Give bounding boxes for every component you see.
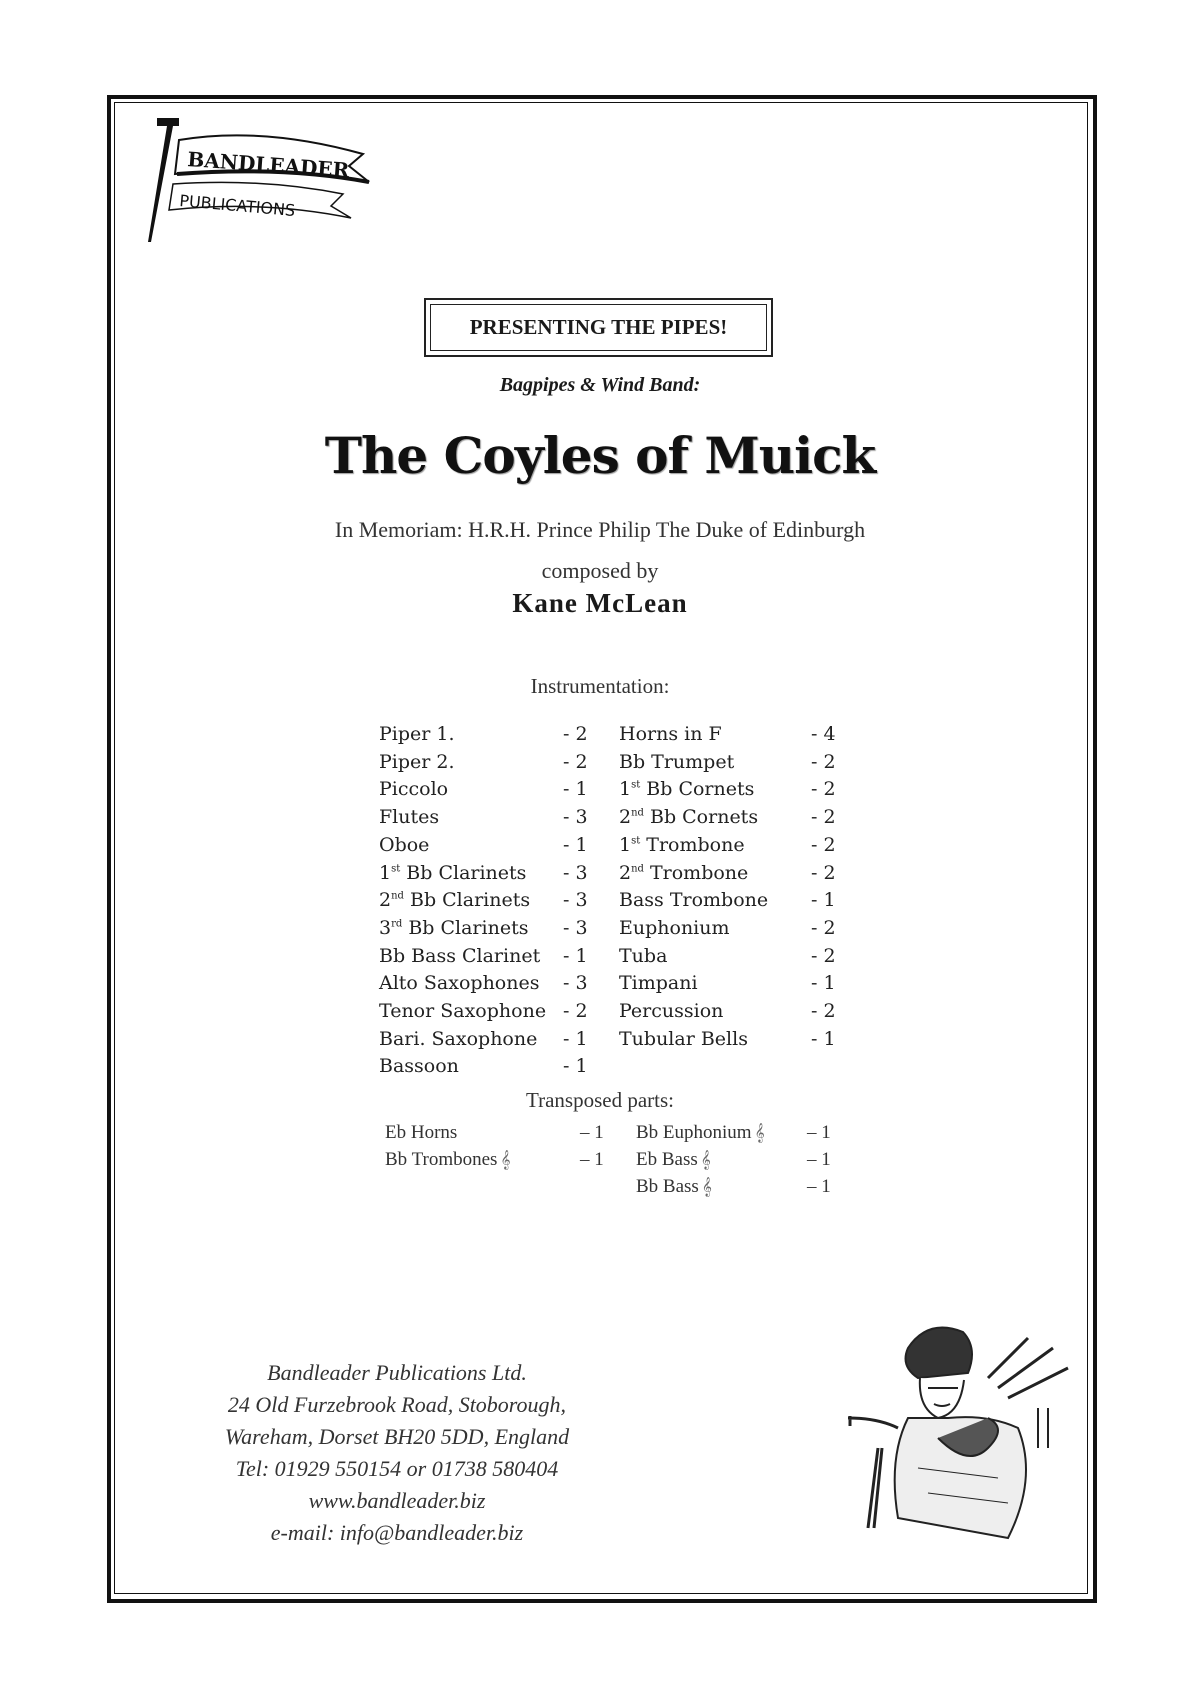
ordinal-suffix: st bbox=[631, 835, 641, 847]
instrument-name-text: Piper 1. bbox=[379, 723, 455, 745]
ordinal-suffix: nd bbox=[391, 890, 404, 902]
instrument-name-text: Bari. Saxophone bbox=[379, 1027, 538, 1050]
treble-clef-icon: 𝄞 bbox=[701, 1177, 712, 1197]
series-box bbox=[424, 298, 773, 357]
instrument-name bbox=[619, 751, 734, 773]
instrument-name-rest: Bb Cornets bbox=[640, 778, 755, 801]
instrument-name-text: Piper 2. bbox=[379, 750, 455, 773]
composer: Kane McLean bbox=[512, 588, 688, 618]
instrument-name-text: Tubular Bells bbox=[619, 1027, 748, 1050]
ordinal-suffix: st bbox=[391, 863, 401, 875]
instrument-name bbox=[379, 778, 448, 800]
ordinal-suffix: nd bbox=[631, 863, 644, 875]
piper-illustration bbox=[838, 1318, 1078, 1550]
instrument-count: - 1 bbox=[811, 1027, 836, 1050]
transposed-part-text: Bb Euphonium bbox=[636, 1122, 752, 1143]
instrument-name bbox=[619, 834, 745, 856]
instrument-name bbox=[379, 1055, 459, 1077]
instrument-name bbox=[379, 1028, 537, 1050]
instrument-name-text: Piccolo bbox=[379, 778, 449, 801]
address-line: Bandleader Publications Ltd. bbox=[267, 1360, 527, 1385]
transposed-part-text: Eb Bass bbox=[636, 1149, 698, 1170]
instrument-name-text: Tuba bbox=[619, 944, 668, 967]
composed-by: composed by bbox=[541, 558, 659, 583]
instrument-count: - 3 bbox=[563, 916, 588, 939]
transposed-part-text: Bb Bass bbox=[636, 1176, 699, 1197]
instrument-name-text: 1 bbox=[619, 778, 632, 801]
instrument-name bbox=[379, 917, 528, 939]
ordinal-suffix: nd bbox=[631, 807, 644, 819]
instrument-count: - 1 bbox=[811, 889, 836, 912]
address-line: Wareham, Dorset BH20 5DD, England bbox=[224, 1424, 570, 1449]
transposed-part-count: – 1 bbox=[807, 1149, 831, 1170]
transposed-part-name bbox=[636, 1149, 711, 1171]
svg-text:PUBLICATIONS: PUBLICATIONS bbox=[178, 191, 296, 221]
instrument-name-text: 1 bbox=[619, 833, 632, 856]
instrument-count: - 1 bbox=[563, 778, 588, 801]
instrument-count: - 2 bbox=[563, 723, 588, 745]
transposed-part-name bbox=[385, 1122, 457, 1144]
instrument-count: - 3 bbox=[563, 889, 588, 912]
transposed-part-text: Eb Horns bbox=[385, 1122, 458, 1143]
bandleader-publications-logo bbox=[143, 114, 413, 246]
transposed-part-name bbox=[636, 1122, 765, 1144]
address-line: www.bandleader.biz bbox=[308, 1488, 486, 1513]
instrument-name bbox=[619, 1028, 748, 1050]
instrument-name-rest: Trombone bbox=[640, 833, 745, 856]
instrument-name bbox=[379, 972, 539, 994]
ordinal-suffix: rd bbox=[391, 918, 403, 930]
instrument-name bbox=[619, 723, 722, 745]
treble-clef-icon: 𝄞 bbox=[700, 1150, 711, 1170]
instrument-name-rest: Bb Clarinets bbox=[402, 916, 529, 939]
instrument-count: - 2 bbox=[563, 750, 588, 773]
instrument-name-text: Oboe bbox=[379, 833, 430, 856]
instrument-count: - 2 bbox=[811, 916, 836, 939]
instrument-name bbox=[619, 972, 698, 994]
series-label: PRESENTING THE PIPES! bbox=[430, 304, 767, 351]
instrument-name-text: 2 bbox=[379, 889, 392, 912]
instrument-count: - 1 bbox=[563, 833, 588, 856]
instrument-name bbox=[379, 945, 540, 967]
instrument-name bbox=[379, 751, 455, 773]
instrument-name bbox=[379, 806, 439, 828]
instrument-name-text: Bb Trumpet bbox=[619, 750, 735, 773]
instrument-count: - 1 bbox=[811, 972, 836, 995]
svg-text:BANDLEADER: BANDLEADER bbox=[186, 147, 351, 183]
instrument-name bbox=[379, 723, 455, 745]
dedication: In Memoriam: H.R.H. Prince Philip The Duke of Edinburgh bbox=[334, 517, 866, 542]
instrument-name-text: Timpani bbox=[619, 972, 698, 995]
instrument-count: - 1 bbox=[563, 1055, 588, 1078]
instrument-name-text: Bb Bass Clarinet bbox=[379, 944, 541, 967]
instrument-name bbox=[379, 889, 530, 911]
instrument-count: - 2 bbox=[811, 1000, 836, 1022]
instrument-count: - 2 bbox=[811, 778, 836, 801]
treble-clef-icon: 𝄞 bbox=[500, 1150, 511, 1170]
instrument-name-text: Bass Trombone bbox=[619, 889, 769, 912]
instrument-name-text: 2 bbox=[619, 861, 632, 884]
instrument-name-text: 2 bbox=[619, 806, 632, 829]
transposed-part-count: – 1 bbox=[807, 1176, 831, 1197]
instrumentation-heading: Instrumentation: bbox=[530, 674, 670, 698]
instrument-count: - 2 bbox=[811, 833, 836, 856]
instrument-name-text: Bassoon bbox=[379, 1055, 459, 1078]
instrument-count: - 1 bbox=[563, 1027, 588, 1050]
transposed-part-name bbox=[636, 1176, 712, 1198]
piece-title: The Coyles of Muick bbox=[324, 426, 876, 485]
address-line: 24 Old Furzebrook Road, Stoborough, bbox=[227, 1392, 567, 1417]
instrument-name-rest: Bb Clarinets bbox=[403, 889, 531, 912]
instrument-name-text: Flutes bbox=[379, 806, 440, 829]
instrument-count: - 3 bbox=[563, 806, 588, 829]
instrument-count: - 2 bbox=[811, 750, 836, 773]
instrument-name-text: Horns in F bbox=[619, 723, 722, 745]
instrument-name bbox=[619, 1000, 723, 1022]
transposed-part-count: – 1 bbox=[580, 1122, 604, 1143]
instrument-count: - 3 bbox=[563, 972, 588, 995]
instrument-name bbox=[619, 806, 758, 828]
instrument-name-text: Percussion bbox=[619, 1000, 724, 1022]
instrument-count: - 2 bbox=[811, 944, 836, 967]
address-line: e-mail: info@bandleader.biz bbox=[270, 1520, 524, 1545]
instrument-count: - 1 bbox=[563, 944, 588, 967]
transposed-part-text: Bb Trombones bbox=[385, 1149, 498, 1170]
transposed-part-count: – 1 bbox=[580, 1149, 604, 1170]
instrument-name-text: Tenor Saxophone bbox=[379, 1000, 547, 1022]
instrument-count: - 3 bbox=[563, 861, 588, 884]
instrument-name bbox=[619, 889, 768, 911]
transposed-heading: Transposed parts: bbox=[526, 1088, 674, 1112]
address-line: Tel: 01929 550154 or 01738 580404 bbox=[235, 1456, 559, 1481]
instrument-name-text: Alto Saxophones bbox=[379, 972, 540, 995]
instrument-count: - 2 bbox=[811, 806, 836, 829]
instrument-name-text: 3 bbox=[379, 916, 392, 939]
transposed-part-count: – 1 bbox=[807, 1122, 831, 1143]
instrument-name-rest: Trombone bbox=[643, 861, 749, 884]
ordinal-suffix: st bbox=[631, 780, 641, 792]
treble-clef-icon: 𝄞 bbox=[754, 1123, 765, 1143]
instrument-name bbox=[379, 1000, 546, 1022]
instrument-name-rest: Bb Clarinets bbox=[400, 861, 527, 884]
instrument-name-text: Euphonium bbox=[619, 916, 730, 939]
instrument-name bbox=[619, 945, 667, 967]
instrument-name bbox=[619, 778, 754, 800]
transposed-part-name bbox=[385, 1149, 511, 1171]
instrument-count: - 2 bbox=[811, 861, 836, 884]
instrument-name bbox=[619, 862, 748, 884]
instrument-count: - 2 bbox=[563, 1000, 588, 1022]
instrument-name-rest: Bb Cornets bbox=[643, 806, 759, 829]
instrument-name-text: 1 bbox=[379, 861, 392, 884]
instrument-name bbox=[379, 834, 429, 856]
instrument-name bbox=[619, 917, 730, 939]
instrument-count: - 4 bbox=[811, 723, 836, 745]
scoring: Bagpipes & Wind Band: bbox=[499, 374, 701, 396]
instrument-name bbox=[379, 862, 526, 884]
